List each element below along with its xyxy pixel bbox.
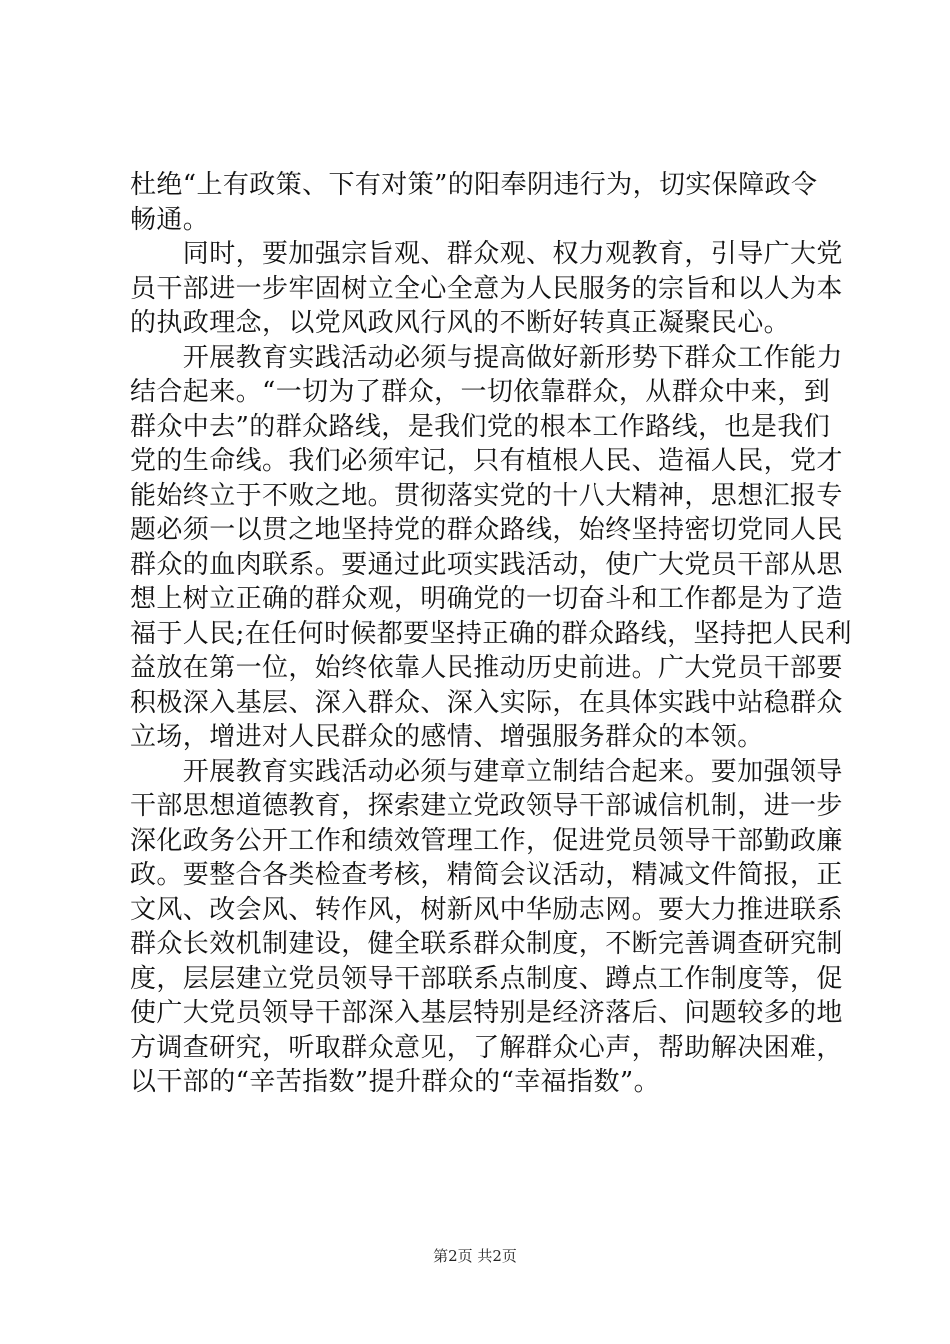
paragraph [130, 237, 843, 341]
page-number-footer: 第2页 共2页 [433, 1247, 517, 1265]
text-line: 员干部进一步牢固树立全心全意为人民服务的宗旨和以人为本 [130, 273, 843, 304]
text-line: 群众长效机制建设，健全联系群众制度，不断完善调查研究制 [130, 929, 843, 959]
text-line: 群众的血肉联系。要通过此项实践活动，使广大党员干部从思 [130, 549, 843, 580]
text-line: 党的生命线。我们必须牢记，只有植根人民、造福人民，党才 [130, 446, 843, 476]
text-line: 使广大党员领导干部深入基层特别是经济落后、问题较多的地 [130, 998, 843, 1028]
text-line: 积极深入基层、深入群众、深入实际，在具体实践中站稳群众 [130, 687, 843, 718]
paragraph [130, 755, 843, 1100]
text-line: 群众中去”的群众路线，是我们党的根本工作路线，也是我们 [130, 411, 831, 442]
text-line: 度，层层建立党员领导干部联系点制度、蹲点工作制度等，促 [130, 963, 843, 994]
text-line: 畅通。 [130, 204, 210, 235]
text-line: 杜绝“上有政策、下有对策”的阳奉阴违行为，切实保障政令 [130, 170, 818, 200]
text-line: 想上树立正确的群众观，明确党的一切奋斗和工作都是为了造 [130, 584, 843, 614]
text-line: 政。要整合各类检查考核，精简会议活动，精减文件简报，正 [130, 860, 843, 890]
text-line: 立场，增进对人民群众的感情、增强服务群众的本领。 [130, 722, 764, 752]
text-line: 能始终立于不败之地。贯彻落实党的十八大精神，思想汇报专 [130, 480, 843, 511]
text-line: 福于人民;在任何时候都要坚持正确的群众路线，坚持把人民利 [130, 618, 852, 649]
text-line: 益放在第一位，始终依靠人民推动历史前进。广大党员干部要 [130, 653, 843, 683]
text-line: 结合起来。“一切为了群众，一切依靠群众，从群众中来，到 [130, 377, 831, 407]
paragraph [130, 168, 833, 237]
text-line: 以干部的“辛苦指数”提升群众的“幸福指数”。 [130, 1067, 660, 1097]
text-line: 文风、改会风、转作风，树新风中华励志网。要大力推进联系 [130, 894, 843, 925]
text-line: 开展教育实践活动必须与提高做好新形势下群众工作能力 [130, 342, 843, 373]
text-line: 方调查研究，听取群众意见，了解群众心声，帮助解决困难， [130, 1032, 843, 1063]
text-line: 深化政务公开工作和绩效管理工作，促进党员领导干部勤政廉 [130, 825, 843, 856]
document-body [130, 168, 852, 1100]
text-line: 开展教育实践活动必须与建章立制结合起来。要加强领导 [130, 756, 843, 787]
text-line: 的执政理念，以党风政风行风的不断好转真正凝聚民心。 [130, 308, 791, 338]
text-line: 题必须一以贯之地坚持党的群众路线，始终坚持密切党同人民 [130, 515, 843, 545]
paragraph [130, 341, 852, 755]
text-line: 干部思想道德教育，探索建立党政领导干部诚信机制，进一步 [130, 791, 843, 821]
text-line: 同时，要加强宗旨观、群众观、权力观教育，引导广大党 [130, 239, 843, 269]
